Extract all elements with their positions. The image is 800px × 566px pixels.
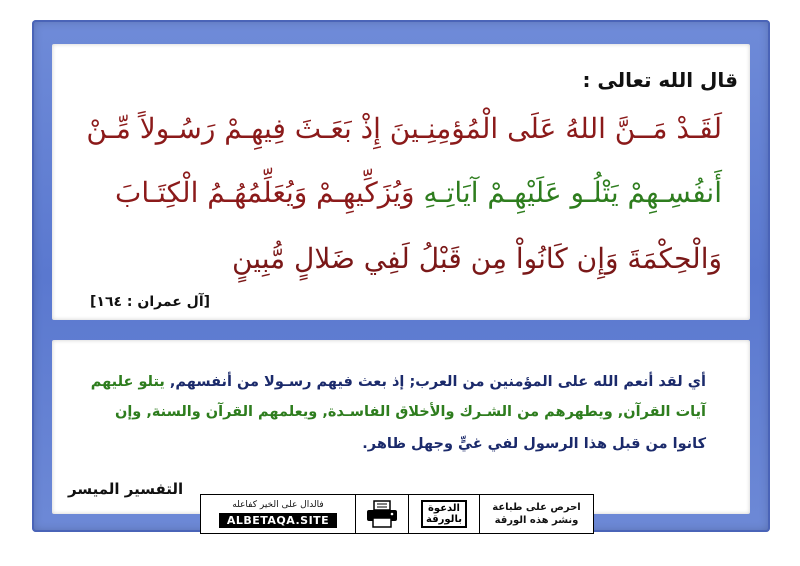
logo-line-1: الدعوة xyxy=(428,503,460,514)
tafsir-line-1-b: يتلو عليهم xyxy=(90,374,165,390)
footer-site-link[interactable]: ALBETAQA.SITE xyxy=(219,513,337,528)
tafsir-line-2: آيات القرآن, ويطهرهم من الشـرك والأخلاق الفاسـدة, ويعلمهم القرآن والسنة, وإن xyxy=(114,404,706,420)
tafsir-line-1 xyxy=(66,372,706,392)
footer-logo xyxy=(409,495,480,533)
footer-note xyxy=(480,495,593,533)
tafsir-source: التفسير الميسر xyxy=(68,480,184,498)
footer-note-line-2: ونشر هذه الورقة xyxy=(494,515,579,526)
tafsir-line-1-a: أي لقد أنعم الله على المؤمنين من العرب; إذ بعث فيهم رسـولا من أنفسهم, xyxy=(164,374,706,390)
verse-line-3: وَالْحِكْمَةَ وَإِن كَانُواْ مِن قَبْلُ لَفِي ضَلالٍ مُّبِينٍ xyxy=(231,242,722,275)
printer-icon xyxy=(356,495,409,533)
footer-slogan: فالدال على الخير كفاعله xyxy=(232,500,324,510)
verse-line-1: لَقَـدْ مَــنَّ اللهُ عَلَى الْمُؤمِنِـينَ إِذْ بَعَـثَ فِيهِـمْ رَسُـولاً مِّـنْ xyxy=(86,112,722,145)
verse-line-2 xyxy=(70,178,722,208)
footer-banner xyxy=(200,494,594,534)
logo-mark xyxy=(421,500,467,528)
verse-line-2-red: وَيُزَكِّيهِـمْ وَيُعَلِّمُهُـمُ الْكِتَـابَ xyxy=(115,176,415,209)
tafsir-line-3: كانوا من قبل هذا الرسول لفي غيٍّ وجهل ظاهر. xyxy=(362,436,706,452)
verse-heading: قال الله تعالى : xyxy=(582,68,738,92)
verse-line-2-green: أَنفُسِـهِمْ يَتْلُـو عَلَيْهِـمْ آيَاتِـهِ xyxy=(414,176,722,209)
logo-line-2: بالورقة xyxy=(426,514,462,525)
footer-site-block xyxy=(201,495,356,533)
footer-note-line-1: احرص على طباعة xyxy=(492,502,581,513)
verse-reference: [آل عمران : ١٦٤] xyxy=(90,294,211,310)
